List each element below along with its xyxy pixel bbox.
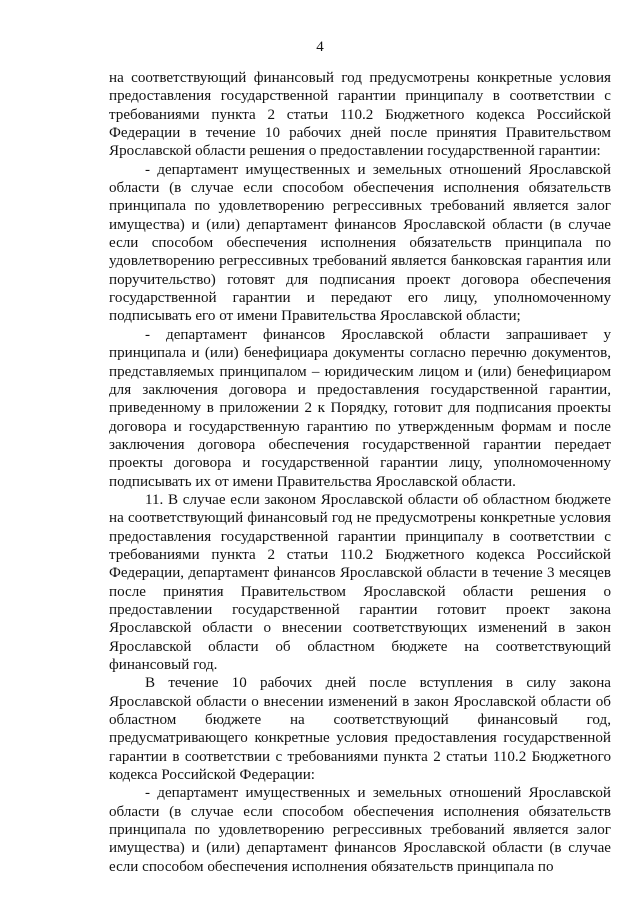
paragraph-property-department-2: - департамент имущественных и земельных отношений Ярославской области (в случае если способом обеспечения исполнения обязательств принципала по удовлетворению регрессивных требований является залог имущества) и (или) департамент финансов Ярославской области (в случае если способом обеспечения исполнения обязательств принципала по	[109, 785, 611, 875]
paragraph-within-10-days: В течение 10 рабочих дней после вступления в силу закона Ярославской области о внесении изменений в закон Ярославской области об областном бюджете на соответствующий финансовый год, предусматривающего конкретные условия предоставления государственной гарантии в соответствии с требованиями пункта 2 статьи 110.2 Бюджетного кодекса Российской Федерации:	[109, 675, 611, 784]
page-number: 4	[316, 39, 324, 55]
document-body	[109, 69, 611, 876]
paragraph-property-department: - департамент имущественных и земельных отношений Ярославской области (в случае если способом обеспечения исполнения обязательств принципала по удовлетворению регрессивных требований является залог имущества) и (или) департамент финансов Ярославской области (в случае если способом обеспечения исполнения обязательств принципала по удовлетворению регрессивных требований является банковская гарантия или поручительство) готовят для подписания проект договора обеспечения государственной гарантии и передают его лицу, уполномоченному подписывать его от имени Правительства Ярославской области;	[109, 161, 611, 325]
paragraph-continuation: на соответствующий финансовый год предусмотрены конкретные условия предоставления государственной гарантии принципалу в соответствии с требованиями пункта 2 статьи 110.2 Бюджетного кодекса Российской Федерации в течение 10 рабочих дней после принятия Правительством Ярославской области решения о предоставлении государственной гарантии:	[109, 70, 611, 160]
paragraph-finance-department: - департамент финансов Ярославской области запрашивает у принципала и (или) бенефициара документы согласно перечню документов, представляемых принципалом – юридическим лицом и (или) бенефициаром для заключения договора и предоставления государственной гарантии, приведенному в приложении 2 к Порядку, готовит для подписания проекты договора и государственную гарантию по утвержденным формам и после заключения договора обеспечения государственной гарантии передает проекты договора и государственной гарантии лицу, уполномоченному подписывать их от имени Правительства Ярославской области.	[109, 326, 611, 490]
paragraph-item-11: 11. В случае если законом Ярославской области об областном бюджете на соответствующий финансовый год не предусмотрены конкретные условия предоставления государственной гарантии принципалу в соответствии с требованиями пункта 2 статьи 110.2 Бюджетного кодекса Российской Федерации, департамент финансов Ярославской области в течение 3 месяцев после принятия Правительством Ярославской области решения о предоставлении государственной гарантии готовит проект закона Ярославской области о внесении соответствующих изменений в закон Ярославской области об областном бюджете на соответствующий финансовый год.	[109, 491, 611, 673]
